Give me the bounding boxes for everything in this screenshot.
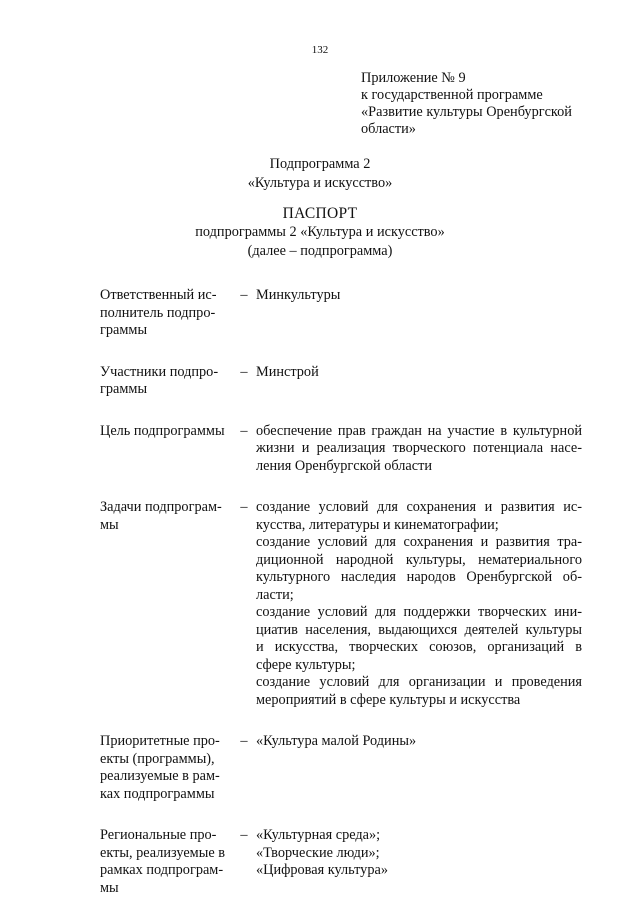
row-label-line: Участники подпро- [100,363,219,380]
row-label-line: Приоритетные про- [100,733,220,749]
row-label [100,364,232,399]
row-label-line: ках подпрограммы [100,785,215,802]
appendix-line: области» [361,121,416,137]
row-label [100,827,232,897]
row-value-line: сфере культуры; [256,656,356,673]
row-value-line: обеспечение прав граждан на участие в культурной [256,422,582,439]
appendix-line: «Развитие культуры Оренбургской [361,104,572,120]
row-label-line: Цель подпрограммы [100,422,225,439]
appendix-line: Приложение № 9 [361,70,466,86]
row-dash: – [240,827,248,843]
row-label-line: полнитель подпро- [100,304,216,321]
row-label-line: Задачи подпрограм- [100,499,222,515]
passport-row [100,423,584,476]
row-dash: – [240,287,248,303]
row-value-line: диционной народной культуры, нематериального [256,551,582,568]
row-value [256,733,582,751]
row-value [256,287,582,305]
row-label-line: граммы [100,381,148,397]
row-value-line: культурного наследия народов Оренбургской об- [256,569,582,585]
row-label-line: екты (программы), [100,750,215,767]
passport-note: (далее – подпрограмма) [247,243,393,259]
row-label-line: Ответственный ис- [100,287,217,303]
row-value [256,423,582,476]
subprogram-title [0,155,640,193]
row-label-line: Региональные про- [100,827,217,843]
row-value-line: «Культурная среда»; [256,827,381,843]
row-value-line: «Цифровая культура» [256,862,388,878]
row-value-line: мероприятий в сфере культуры и искусства [256,691,521,708]
passport-row [100,827,584,897]
row-value-line: ласти; [256,586,294,603]
row-value [256,827,582,880]
passport-row [100,287,584,340]
passport-subtitle: подпрограммы 2 «Культура и искусство» [195,224,445,240]
passport-table [100,287,584,897]
passport-title: ПАСПОРТ [282,205,358,222]
row-dash: – [240,499,248,515]
row-label-line: реализуемые в рам- [100,768,220,784]
passport-row [100,499,584,709]
row-value-line: Минстрой [256,363,319,380]
row-value-line: «Творческие люди»; [256,844,380,861]
row-value-line: Минкультуры [256,287,341,303]
row-label-line: мы [100,516,119,533]
row-label-line: екты, реализуемые в [100,844,226,861]
row-label [100,423,232,441]
row-dash: – [240,363,248,380]
row-label [100,499,232,534]
row-value-line: ления Оренбургской области [256,457,433,474]
appendix-line: к государственной программе [361,87,543,103]
row-value-line: создание условий для сохранения и развития ис- [256,499,582,515]
passport-heading [0,204,640,261]
row-label [100,287,232,340]
row-value [256,364,582,382]
subprogram-number: Подпрограмма 2 [269,156,371,172]
row-dash: – [240,733,248,749]
row-value-line: создание условий для организации и проведения [256,674,582,690]
row-value-line: и искусства, творческих союзов, организаций в [256,639,582,655]
row-label [100,733,232,803]
passport-row [100,364,584,399]
row-label-line: граммы [100,322,148,338]
row-value-line: «Культура малой Родины» [256,733,417,749]
passport-row [100,733,584,803]
row-label-line: рамках подпрограм- [100,862,224,878]
appendix-block [361,70,601,138]
row-dash: – [240,422,248,439]
subprogram-name: «Культура и искусство» [247,175,393,191]
page-number: 132 [311,44,329,56]
row-value-line: создание условий для поддержки творческих ини- [256,604,582,620]
row-value [256,499,582,709]
row-value-line: кусства, литературы и кинематографии; [256,516,499,533]
row-value-line: циатив населения, выдающихся деятелей культуры [256,621,582,638]
row-value-line: создание условий для сохранения и развития тра- [256,534,582,550]
row-value-line: жизни и реализация творческого потенциала насе- [256,440,582,456]
row-label-line: мы [100,879,119,896]
